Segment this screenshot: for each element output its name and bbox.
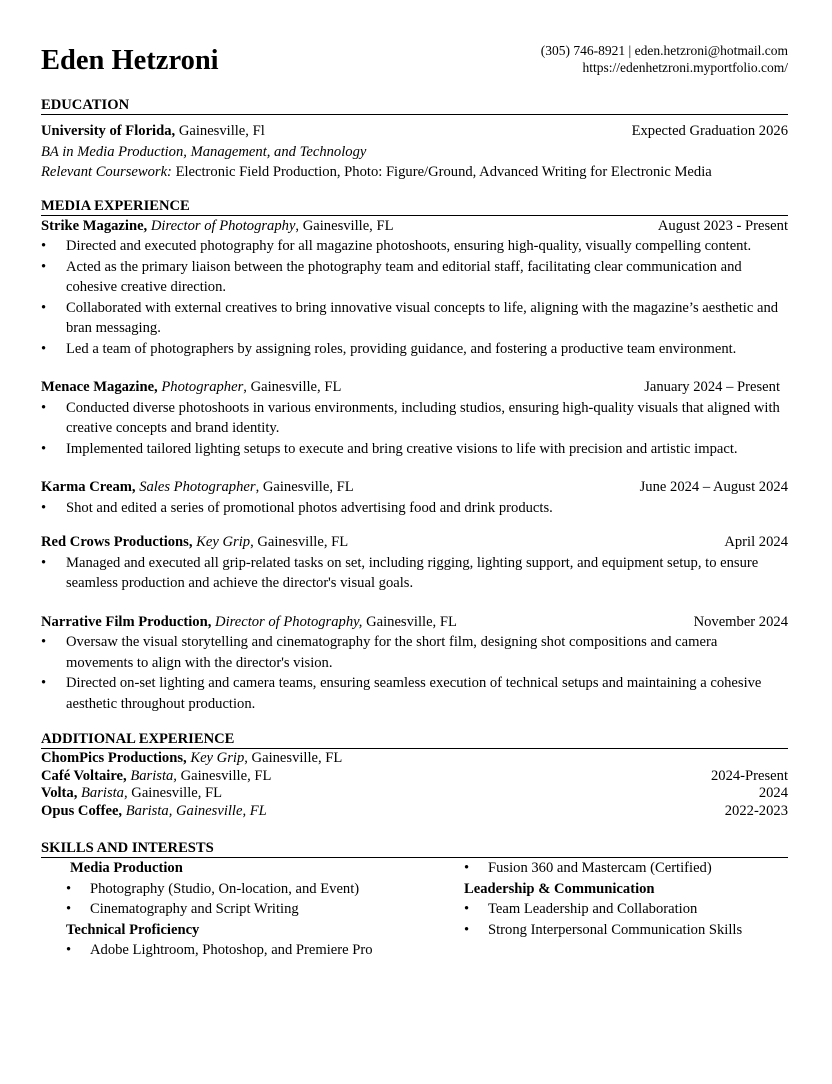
technical-proficiency-list xyxy=(66,940,464,961)
resume-page xyxy=(41,40,788,961)
additional-date: 2024 xyxy=(758,785,788,801)
additional-experience-section xyxy=(41,749,788,820)
job-header xyxy=(41,377,788,398)
job-location: , Gainesville, FL xyxy=(295,217,394,234)
education-heading: EDUCATION xyxy=(41,96,788,115)
media-production-heading: Media Production xyxy=(70,860,183,876)
job-bullets xyxy=(41,398,788,460)
coursework xyxy=(41,162,788,183)
additional-title-line xyxy=(41,785,759,803)
skills-section xyxy=(41,858,788,961)
job-location: , Gainesville, FL xyxy=(255,479,354,495)
additional-title-line xyxy=(41,803,725,821)
additional-org: Volta, xyxy=(41,785,78,801)
job-role: Sales Photographer xyxy=(135,479,256,495)
technical-proficiency-list-continued xyxy=(464,858,788,879)
bullet-item: • Led a team of photographers by assigning roles, providing guidance, and fostering a productive team environment. xyxy=(41,339,788,360)
additional-date: 2024-Present xyxy=(710,767,788,784)
additional-location: Gainesville, FL xyxy=(176,767,272,784)
job-role: Photographer xyxy=(157,379,244,395)
skill-item: • Fusion 360 and Mastercam (Certified) xyxy=(464,858,788,879)
bullet-item: • Managed and executed all grip-related tasks on set, including rigging, lighting support, and equipment setup, to ensure seamless production and achieve the director's visual goals. xyxy=(41,553,788,594)
skills-column-right xyxy=(464,858,788,961)
job-location: , Gainesville, FL xyxy=(250,534,349,550)
bullet-item: • Conducted diverse photoshoots in various environments, including studios, ensuring high-quality visuals that aligned with creative concepts and brand identity. xyxy=(41,398,788,439)
graduation-date: Expected Graduation 2026 xyxy=(631,123,788,139)
skill-item: • Strong Interpersonal Communication Skills xyxy=(464,920,788,941)
additional-item xyxy=(41,768,788,786)
job-date: January 2024 – Present xyxy=(644,379,780,395)
skills-column-left xyxy=(41,858,464,961)
coursework-label: Relevant Coursework: xyxy=(41,164,172,180)
job-date: November 2024 xyxy=(693,613,788,630)
job-org: Karma Cream, xyxy=(41,479,136,495)
additional-date: 2022-2023 xyxy=(724,802,788,819)
job-role: Director of Photography xyxy=(147,217,296,234)
school-name: University of Florida, xyxy=(41,123,176,139)
portfolio-link[interactable]: https://edenhetzroni.myportfolio.com/ xyxy=(582,60,788,75)
job-org: Menace Magazine, xyxy=(41,379,158,395)
additional-item xyxy=(41,750,788,768)
coursework-list: Electronic Field Production, Photo: Figure/Ground, Advanced Writing for Electronic Media xyxy=(171,164,712,180)
skill-item: • Photography (Studio, On-location, and Event) xyxy=(66,879,464,900)
education-section xyxy=(41,121,788,183)
additional-item xyxy=(41,785,788,803)
contact-phone-email: (305) 746-8921 | eden.hetzroni@hotmail.com xyxy=(540,43,788,58)
bullet-item: • Collaborated with external creatives to bring innovative visual concepts to life, aligning with the magazine’s aesthetic and bran messaging. xyxy=(41,298,788,339)
job-title-line xyxy=(41,377,644,398)
job-header xyxy=(41,612,788,633)
job-entry xyxy=(41,612,788,715)
additional-role: Barista xyxy=(77,785,124,801)
education-school-line xyxy=(41,121,632,142)
job-date: April 2024 xyxy=(724,534,788,550)
technical-proficiency-heading: Technical Proficiency xyxy=(66,921,200,938)
additional-role: Barista, Gainesville, FL xyxy=(122,802,267,819)
additional-org: Opus Coffee, xyxy=(41,802,123,819)
job-bullets xyxy=(41,632,788,714)
job-date: August 2023 - Present xyxy=(657,217,788,234)
skill-item: • Adobe Lightroom, Photoshop, and Premiere Pro xyxy=(66,940,464,961)
bullet-item: • Shot and edited a series of promotional photos advertising food and drink products. xyxy=(41,498,788,519)
job-date: June 2024 – August 2024 xyxy=(639,479,788,495)
job-title-line xyxy=(41,477,640,498)
leadership-list xyxy=(464,899,788,940)
media-production-list xyxy=(66,879,464,920)
skills-heading: SKILLS AND INTERESTS xyxy=(41,839,788,858)
job-org: Red Crows Productions, xyxy=(41,534,193,550)
bullet-item: • Implemented tailored lighting setups to execute and bring creative visions to life with precision and artistic impact. xyxy=(41,439,788,460)
bullet-item: • Directed and executed photography for all magazine photoshoots, ensuring high-quality, visually compelling content. xyxy=(41,236,788,257)
additional-item xyxy=(41,803,788,821)
media-experience-section xyxy=(41,216,788,715)
job-entry xyxy=(41,377,788,459)
job-org: Strike Magazine, xyxy=(41,217,148,234)
job-bullets xyxy=(41,498,788,519)
contact-info xyxy=(541,42,788,76)
job-bullets xyxy=(41,553,788,594)
resume-header xyxy=(41,40,788,96)
job-title-line xyxy=(41,216,658,237)
additional-title-line xyxy=(41,750,788,768)
additional-location: , Gainesville, FL xyxy=(244,750,343,766)
job-role: Key Grip xyxy=(192,534,251,550)
additional-org: ChomPics Productions, xyxy=(41,750,187,766)
additional-org: Café Voltaire, xyxy=(41,767,127,784)
bullet-item: • Oversaw the visual storytelling and cinematography for the short film, designing shot compositions and camera movements to align with the director's vision. xyxy=(41,632,788,673)
job-bullets xyxy=(41,236,788,359)
bullet-item: • Acted as the primary liaison between the photography team and editorial staff, facilitating clear communication and cohesive creative direction. xyxy=(41,257,788,298)
job-location: , Gainesville, FL xyxy=(243,379,342,395)
job-header xyxy=(41,216,788,237)
job-title-line xyxy=(41,612,694,633)
job-entry xyxy=(41,216,788,360)
job-header xyxy=(41,532,788,553)
candidate-name: Eden Hetzroni xyxy=(41,45,219,76)
job-title-line xyxy=(41,532,724,553)
leadership-heading: Leadership & Communication xyxy=(464,880,655,897)
additional-role: Barista, xyxy=(126,767,177,784)
skill-item: • Cinematography and Script Writing xyxy=(66,899,464,920)
bullet-item: • Directed on-set lighting and camera teams, ensuring seamless execution of technical setups and maintaining a cohesive aesthetic throughout production. xyxy=(41,673,788,714)
job-entry xyxy=(41,477,788,518)
education-row xyxy=(41,121,788,142)
school-location: Gainesville, Fl xyxy=(175,123,265,139)
degree: BA in Media Production, Management, and Technology xyxy=(41,143,367,160)
job-location: Gainesville, FL xyxy=(362,613,457,630)
job-role: Director of Photography, xyxy=(211,613,363,630)
additional-experience-heading: ADDITIONAL EXPERIENCE xyxy=(41,730,788,749)
additional-role: Key Grip xyxy=(186,750,245,766)
additional-location: , Gainesville, FL xyxy=(123,785,223,801)
job-entry xyxy=(41,532,788,594)
skill-item: • Team Leadership and Collaboration xyxy=(464,899,788,920)
job-header xyxy=(41,477,788,498)
job-org: Narrative Film Production, xyxy=(41,613,212,630)
additional-title-line xyxy=(41,768,711,786)
media-experience-heading: MEDIA EXPERIENCE xyxy=(41,197,788,216)
